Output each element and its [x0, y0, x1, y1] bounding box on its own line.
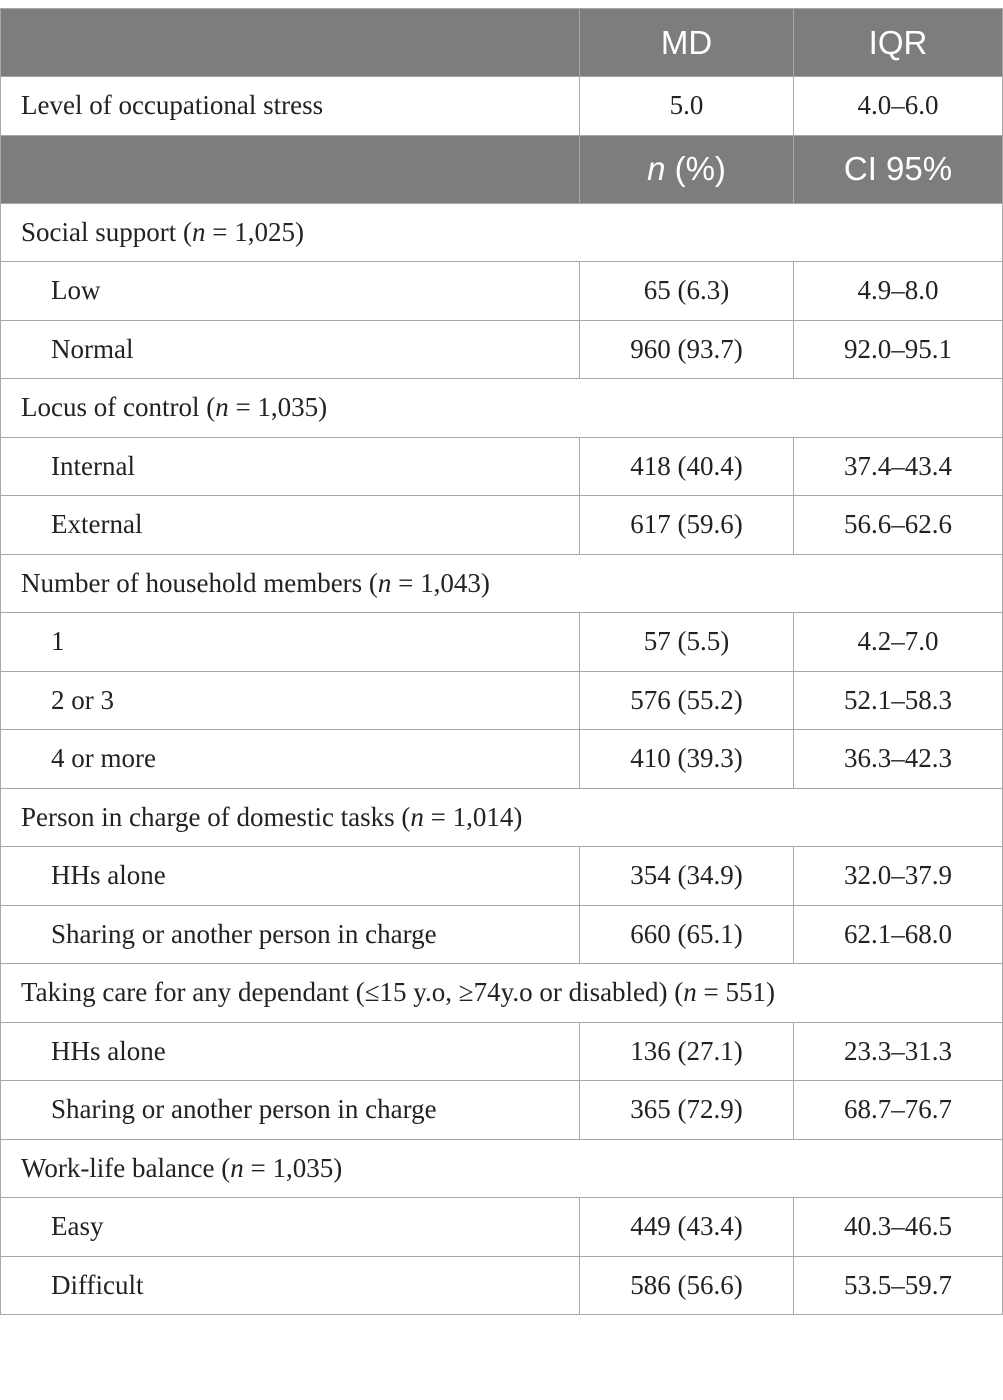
- header-ci: CI 95%: [794, 135, 1003, 203]
- group-n-symbol: n: [215, 392, 229, 423]
- data-table: [0, 8, 1003, 1315]
- table-row: [1, 905, 1003, 964]
- row-label: 1: [1, 613, 580, 672]
- group-n-value: = 551): [696, 977, 775, 1008]
- row-ci: 92.0–95.1: [794, 320, 1003, 379]
- group-row: [1, 1139, 1003, 1198]
- header-empty-cell: [1, 9, 580, 77]
- group-title-text: Work-life balance (: [21, 1152, 231, 1183]
- group-n-symbol: n: [191, 216, 206, 247]
- stress-md: 5.0: [580, 77, 794, 136]
- row-ci: 53.5–59.7: [794, 1256, 1003, 1315]
- stress-row: [1, 77, 1003, 136]
- header-iqr: IQR: [794, 9, 1003, 77]
- row-n-pct: 354 (34.9): [580, 847, 794, 906]
- row-label: Normal: [1, 320, 580, 379]
- row-n-pct: 660 (65.1): [580, 905, 794, 964]
- row-label: Sharing or another person in charge: [1, 1081, 580, 1140]
- group-n-value: = 1,014): [423, 801, 523, 832]
- row-ci: 4.9–8.0: [794, 262, 1003, 321]
- table-row: [1, 1198, 1003, 1257]
- row-ci: 56.6–62.6: [794, 496, 1003, 555]
- group-row: [1, 964, 1003, 1023]
- header-row-n-ci: [1, 135, 1003, 203]
- group-title: [1, 203, 1003, 262]
- group-n-symbol: n: [377, 567, 392, 598]
- table-row: [1, 613, 1003, 672]
- row-n-pct: 617 (59.6): [580, 496, 794, 555]
- group-title: [1, 379, 1003, 438]
- group-row: [1, 203, 1003, 262]
- table-row: [1, 1256, 1003, 1315]
- row-n-pct: 418 (40.4): [580, 437, 794, 496]
- table-row: [1, 262, 1003, 321]
- table-row: [1, 671, 1003, 730]
- row-label: HHs alone: [1, 847, 580, 906]
- table-row: [1, 847, 1003, 906]
- row-n-pct: 65 (6.3): [580, 262, 794, 321]
- group-n-symbol: n: [410, 801, 424, 832]
- header-n-symbol: n: [647, 150, 666, 187]
- group-title: [1, 1139, 1003, 1198]
- group-n-value: = 1,043): [391, 567, 490, 598]
- stress-iqr: 4.0–6.0: [794, 77, 1003, 136]
- group-title-text: Person in charge of domestic tasks (: [21, 801, 411, 832]
- header-row-md-iqr: [1, 9, 1003, 77]
- row-ci: 62.1–68.0: [794, 905, 1003, 964]
- row-label: Easy: [1, 1198, 580, 1257]
- row-n-pct: 960 (93.7): [580, 320, 794, 379]
- row-label: Difficult: [1, 1256, 580, 1315]
- group-title: [1, 554, 1003, 613]
- group-title: [1, 788, 1003, 847]
- table-row: [1, 1081, 1003, 1140]
- row-n-pct: 365 (72.9): [580, 1081, 794, 1140]
- group-n-symbol: n: [683, 977, 697, 1008]
- row-n-pct: 410 (39.3): [580, 730, 794, 789]
- row-ci: 52.1–58.3: [794, 671, 1003, 730]
- row-n-pct: 449 (43.4): [580, 1198, 794, 1257]
- header-md: MD: [580, 9, 794, 77]
- group-title-text: Locus of control (: [21, 392, 216, 423]
- row-label: 2 or 3: [1, 671, 580, 730]
- row-n-pct: 576 (55.2): [580, 671, 794, 730]
- stress-label: Level of occupational stress: [1, 77, 580, 136]
- group-n-value: = 1,035): [228, 392, 328, 423]
- table-row: [1, 496, 1003, 555]
- row-n-pct: 586 (56.6): [580, 1256, 794, 1315]
- table-row: [1, 437, 1003, 496]
- row-n-pct: 57 (5.5): [580, 613, 794, 672]
- table-row: [1, 1022, 1003, 1081]
- table-row: [1, 730, 1003, 789]
- group-n-value: = 1,025): [205, 216, 304, 247]
- group-title: [1, 964, 1003, 1023]
- row-ci: 40.3–46.5: [794, 1198, 1003, 1257]
- row-label: 4 or more: [1, 730, 580, 789]
- group-title-text: Number of household members (: [21, 567, 378, 598]
- row-label: Internal: [1, 437, 580, 496]
- row-ci: 4.2–7.0: [794, 613, 1003, 672]
- group-title-text: Taking care for any dependant (≤15 y.o, ≥74y.o or disabled) (: [21, 977, 684, 1008]
- row-ci: 23.3–31.3: [794, 1022, 1003, 1081]
- row-ci: 37.4–43.4: [794, 437, 1003, 496]
- group-n-value: = 1,035): [243, 1152, 343, 1183]
- header-n-pct: [580, 135, 794, 203]
- row-ci: 32.0–37.9: [794, 847, 1003, 906]
- table-row: [1, 320, 1003, 379]
- header-pct: (%): [665, 150, 726, 187]
- row-ci: 68.7–76.7: [794, 1081, 1003, 1140]
- group-title-text: Social support (: [21, 216, 192, 247]
- group-row: [1, 554, 1003, 613]
- row-label: Sharing or another person in charge: [1, 905, 580, 964]
- row-label: External: [1, 496, 580, 555]
- row-label: Low: [1, 262, 580, 321]
- group-row: [1, 379, 1003, 438]
- row-n-pct: 136 (27.1): [580, 1022, 794, 1081]
- header-empty-cell-2: [1, 135, 580, 203]
- group-n-symbol: n: [230, 1152, 244, 1183]
- row-ci: 36.3–42.3: [794, 730, 1003, 789]
- row-label: HHs alone: [1, 1022, 580, 1081]
- group-row: [1, 788, 1003, 847]
- table-body: [1, 9, 1003, 1315]
